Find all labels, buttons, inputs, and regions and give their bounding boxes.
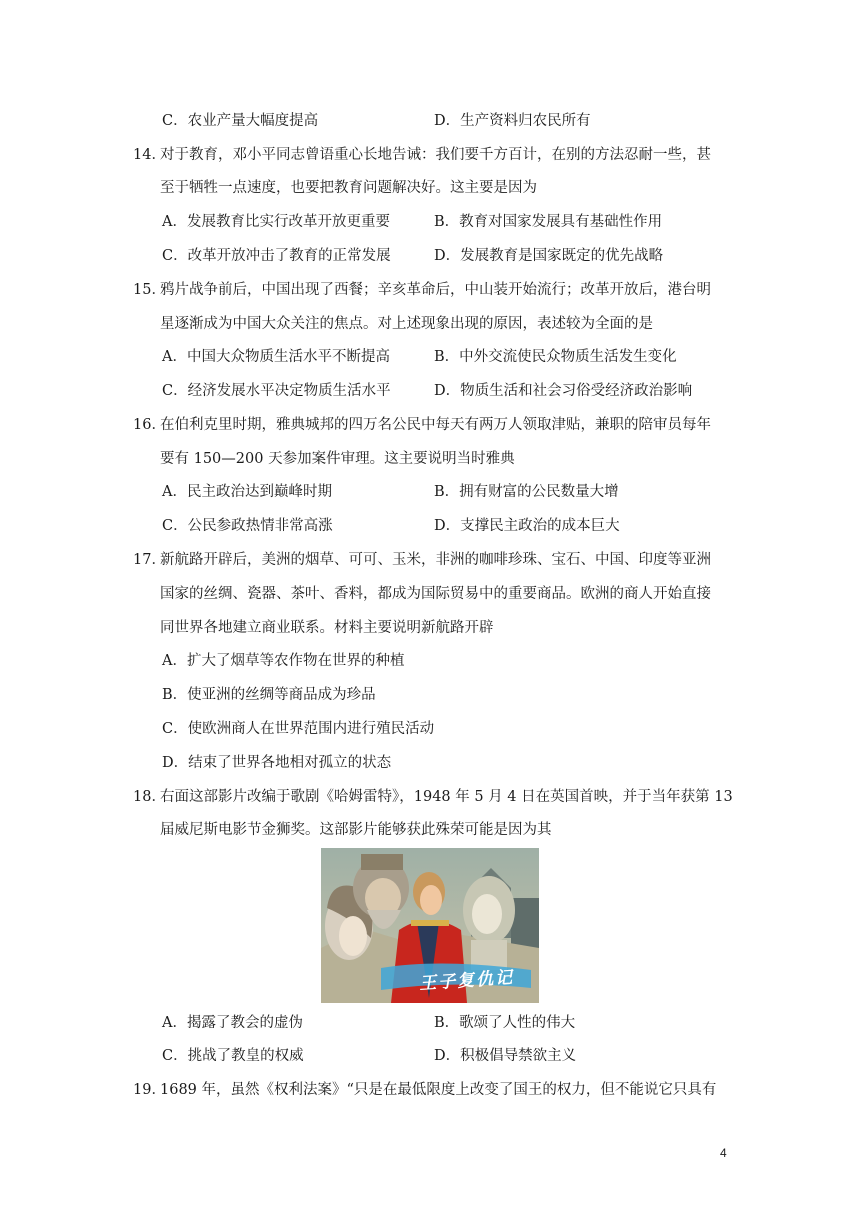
q16-stem-line1: 在伯利克里时期，雅典城邦的四万名公民中每天有两万人领取津贴，兼职的陪审员每年 bbox=[160, 417, 711, 433]
q13-option-c: C．农业产量大幅度提高 bbox=[162, 113, 319, 129]
q16-option-b: B．拥有财富的公民数量大增 bbox=[434, 484, 619, 500]
q16-option-c: C．公民参政热情非常高涨 bbox=[162, 518, 333, 534]
q17-stem-line3: 同世界各地建立商业联系。材料主要说明新航路开辟 bbox=[160, 620, 494, 636]
q18-stem-line1: 右面这部影片改编于歌剧《哈姆雷特》，1948 年 5 月 4 日在英国首映，并于当年获第 13 bbox=[160, 789, 733, 805]
q17-option-d: D．结束了世界各地相对孤立的状态 bbox=[162, 755, 392, 771]
q14-option-d: D．发展教育是国家既定的优先战略 bbox=[434, 248, 664, 264]
film-title-caption: 王子复仇记 bbox=[418, 967, 515, 995]
q17-stem-line2: 国家的丝绸、瓷器、茶叶、香料，都成为国际贸易中的重要商品。欧洲的商人开始直接 bbox=[160, 586, 711, 602]
q17-option-b: B．使亚洲的丝绸等商品成为珍品 bbox=[162, 687, 376, 703]
q19-number: 19． bbox=[133, 1082, 166, 1098]
q15-number: 15． bbox=[133, 282, 166, 298]
q15-option-b: B．中外交流使民众物质生活发生变化 bbox=[434, 349, 677, 365]
q17-stem-line1: 新航路开辟后，美洲的烟草、可可、玉米，非洲的咖啡珍珠、宝石、中国、印度等亚洲 bbox=[160, 552, 711, 568]
q14-option-c: C．改革开放冲击了教育的正常发展 bbox=[162, 248, 391, 264]
q15-option-d: D．物质生活和社会习俗受经济政治影响 bbox=[434, 383, 693, 399]
q18-option-b: B．歌颂了人性的伟大 bbox=[434, 1015, 576, 1031]
q18-option-a: A．揭露了教会的虚伪 bbox=[162, 1015, 303, 1031]
q15-option-c: C．经济发展水平决定物质生活水平 bbox=[162, 383, 391, 399]
q14-stem-line1: 对于教育，邓小平同志曾语重心长地告诫：我们要千方百计，在别的方法忍耐一些，甚 bbox=[160, 147, 711, 163]
page-number: 4 bbox=[720, 1146, 727, 1160]
q14-option-b: B．教育对国家发展具有基础性作用 bbox=[434, 214, 663, 230]
q16-option-d: D．支撑民主政治的成本巨大 bbox=[434, 518, 620, 534]
q16-number: 16． bbox=[133, 417, 166, 433]
q15-stem-line1: 鸦片战争前后，中国出现了西餐；辛亥革命后，中山装开始流行；改革开放后，港台明 bbox=[160, 282, 711, 298]
q14-stem-line2: 至于牺牲一点速度，也要把教育问题解决好。这主要是因为 bbox=[160, 180, 537, 196]
q19-stem-line1: 1689 年，虽然《权利法案》“只是在最低限度上改变了国王的权力，但不能说它只具有 bbox=[160, 1082, 717, 1098]
q16-stem-line2: 要有 150—200 天参加案件审理。这主要说明当时雅典 bbox=[160, 451, 515, 467]
q13-option-d: D．生产资料归农民所有 bbox=[434, 113, 591, 129]
q18-option-d: D．积极倡导禁欲主义 bbox=[434, 1048, 577, 1064]
q18-option-c: C．挑战了教皇的权威 bbox=[162, 1048, 304, 1064]
q18-number: 18． bbox=[133, 789, 166, 805]
q15-option-a: A．中国大众物质生活水平不断提高 bbox=[162, 349, 390, 365]
q14-option-a: A．发展教育比实行改革开放更重要 bbox=[162, 214, 390, 230]
q17-option-c: C．使欧洲商人在世界范围内进行殖民活动 bbox=[162, 721, 435, 737]
q15-stem-line2: 星逐渐成为中国大众关注的焦点。对上述现象出现的原因，表述较为全面的是 bbox=[160, 316, 653, 332]
q14-number: 14． bbox=[133, 147, 166, 163]
q17-option-a: A．扩大了烟草等农作物在世界的种植 bbox=[162, 653, 405, 669]
q18-stem-line2: 届威尼斯电影节金狮奖。这部影片能够获此殊荣可能是因为其 bbox=[160, 822, 552, 838]
q17-number: 17． bbox=[133, 552, 166, 568]
film-poster-image bbox=[321, 848, 539, 1003]
q16-option-a: A．民主政治达到巅峰时期 bbox=[162, 484, 332, 500]
